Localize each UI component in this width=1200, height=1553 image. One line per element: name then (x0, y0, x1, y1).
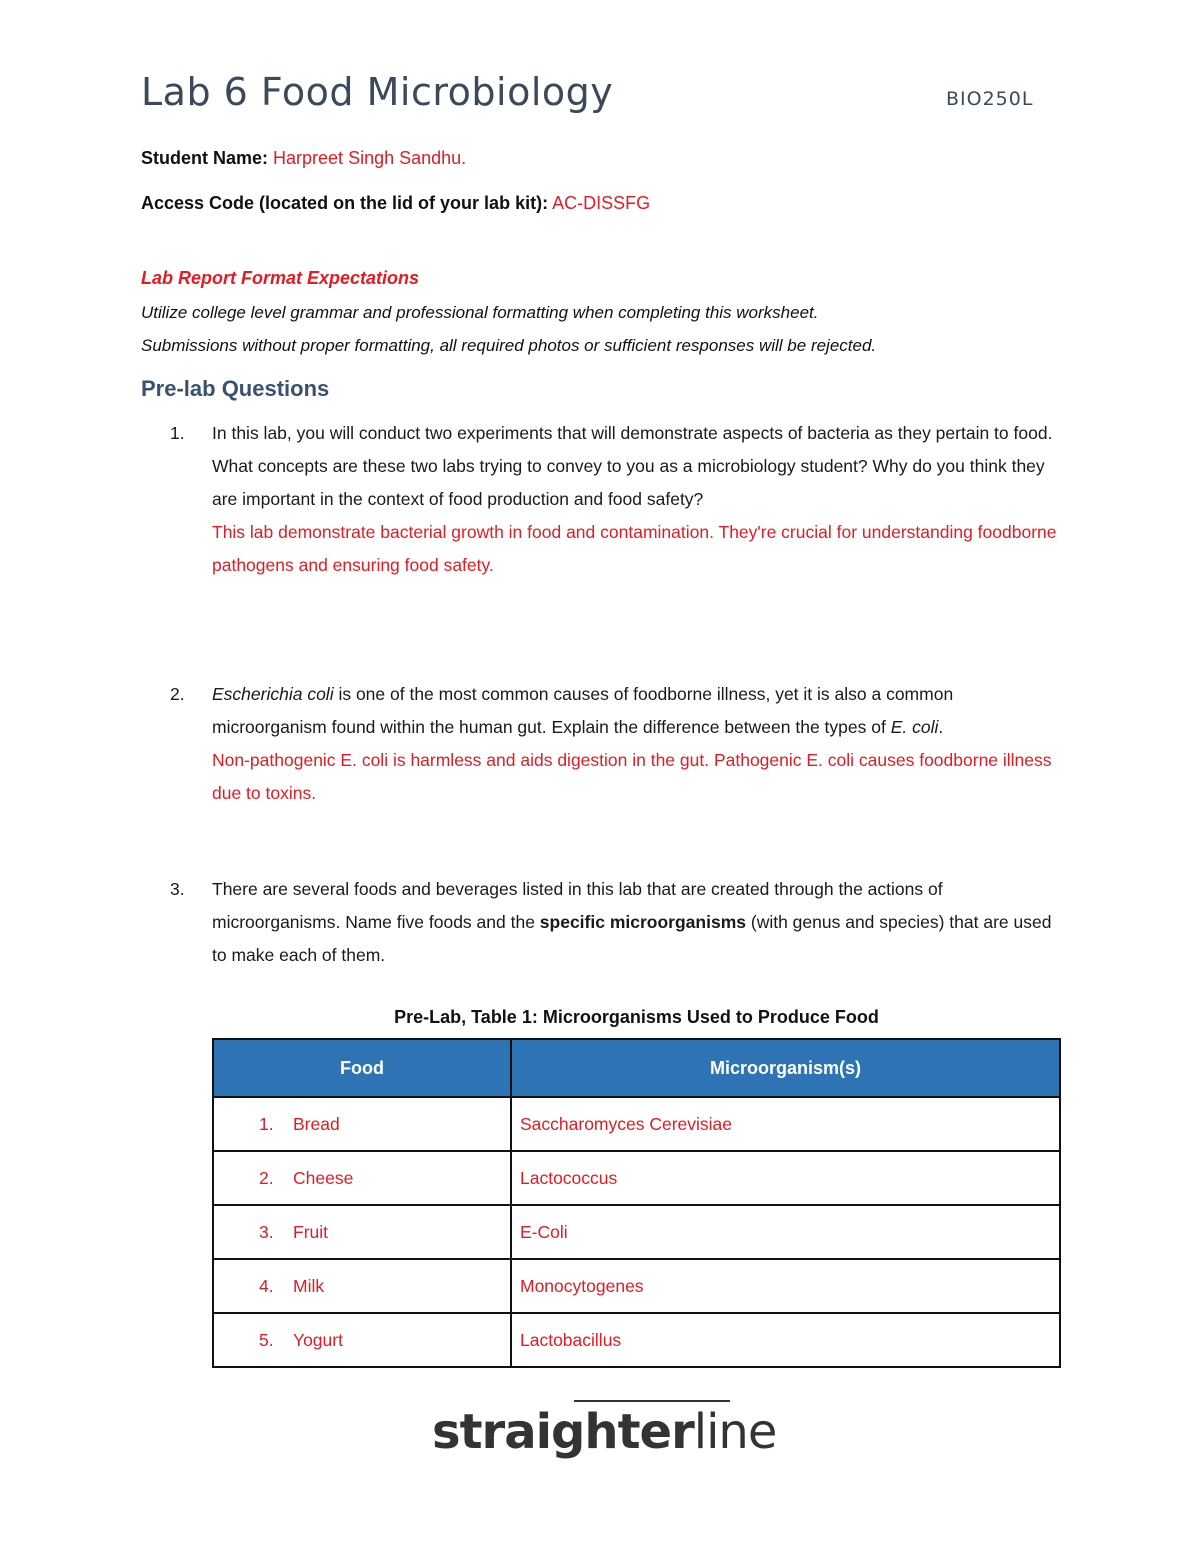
emphasis-text: specific microorganisms (539, 912, 746, 932)
access-code-value: AC-DISSFG (552, 193, 651, 213)
microorganism-cell: Lactobacillus (511, 1313, 1060, 1367)
question-3 (170, 873, 1070, 972)
student-name-field (141, 148, 466, 169)
food-cell: 3. Fruit (213, 1205, 511, 1259)
table-row (213, 1097, 1060, 1151)
format-heading: Lab Report Format Expectations (141, 268, 420, 288)
table-row (213, 1259, 1060, 1313)
question-number: 2. (170, 684, 185, 704)
document-title: Lab 6 Food Microbiology (141, 70, 614, 114)
table-caption: Pre-Lab, Table 1: Microorganisms Used to Produce Food (394, 1007, 879, 1027)
prelab-heading: Pre-lab Questions (141, 376, 330, 401)
format-line-1: Utilize college level grammar and professional formatting when completing this worksheet. (141, 303, 819, 322)
logo-overline (574, 1400, 730, 1402)
table-row (213, 1205, 1060, 1259)
access-code-field (141, 193, 650, 214)
access-code-label: Access Code (located on the lid of your lab kit): (141, 193, 549, 213)
table-row (213, 1151, 1060, 1205)
question-1 (170, 417, 1070, 582)
course-code: BIO250L (946, 88, 1034, 110)
answer-text: Non-pathogenic E. coli is harmless and aids digestion in the gut. Pathogenic E. coli causes foodborne illness due to toxins. (212, 750, 1052, 803)
species-name: E. coli (890, 717, 939, 737)
question-number: 3. (170, 879, 185, 899)
microorganisms-table (212, 1038, 1061, 1368)
question-text: There are several foods and beverages listed in this lab that are created through the actions of microorganisms. Name five foods and the specific microorganisms (with genus and species) that are used to make each of them. (212, 879, 1052, 965)
question-2 (170, 678, 1070, 810)
question-number: 1. (170, 423, 185, 443)
food-cell: 2. Cheese (213, 1151, 511, 1205)
microorganism-cell: Monocytogenes (511, 1259, 1060, 1313)
answer-text: This lab demonstrate bacterial growth in food and contamination. They're crucial for understanding foodborne pathogens and ensuring food safety. (212, 522, 1057, 575)
table-row (213, 1313, 1060, 1367)
question-text: Escherichia coli is one of the most common causes of foodborne illness, yet it is also a common microorganism found within the human gut. Explain the difference between the types of E. coli. (212, 684, 954, 737)
food-cell: 5. Yogurt (213, 1313, 511, 1367)
microorganism-cell: Saccharomyces Cerevisiae (511, 1097, 1060, 1151)
question-text: In this lab, you will conduct two experiments that will demonstrate aspects of bacteria as they pertain to food. What concepts are these two labs trying to convey to you as a microbiology student? Why do you think they are important in the context of food production and food safety? (212, 423, 1053, 509)
column-header-food: Food (213, 1039, 511, 1097)
student-name-value: Harpreet Singh Sandhu. (273, 148, 467, 168)
food-cell: 4. Milk (213, 1259, 511, 1313)
microorganism-cell: Lactococcus (511, 1151, 1060, 1205)
species-name: Escherichia coli (212, 684, 334, 704)
format-line-2: Submissions without proper formatting, all required photos or sufficient responses will be rejected. (141, 336, 877, 355)
microorganism-cell: E-Coli (511, 1205, 1060, 1259)
student-name-label: Student Name: (141, 148, 269, 168)
column-header-microorganisms: Microorganism(s) (511, 1039, 1060, 1097)
straighterline-logo: straighterline (432, 1400, 762, 1460)
food-cell: 1. Bread (213, 1097, 511, 1151)
